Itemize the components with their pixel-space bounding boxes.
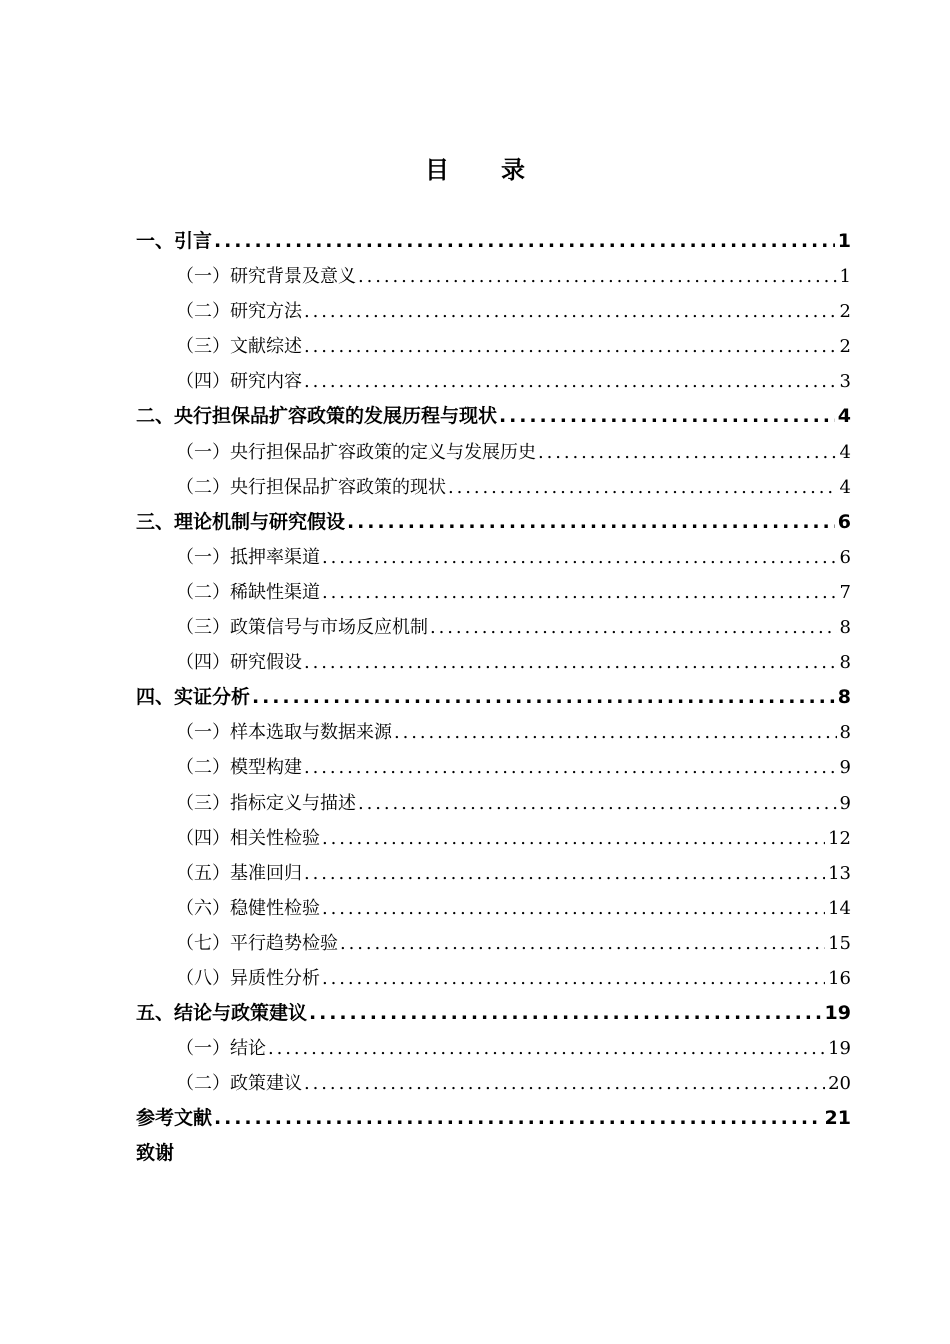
- toc-entry-label: （六）稳健性检验: [176, 897, 320, 919]
- toc-section-entry[interactable]: [136, 750, 851, 785]
- toc-dot-leader: [304, 645, 837, 680]
- toc-dot-leader: [322, 961, 825, 996]
- toc-chapter-entry[interactable]: [136, 1101, 851, 1136]
- toc-entry-label: 三、理论机制与研究假设: [136, 510, 346, 533]
- toc-dot-leader: [358, 259, 837, 294]
- toc-entry-label: （三）文献综述: [176, 336, 302, 358]
- toc-entry-label: （二）研究方法: [176, 301, 302, 323]
- toc-dot-leader: [304, 750, 837, 785]
- toc-section-entry[interactable]: [136, 329, 851, 364]
- toc-page-number: 20: [828, 1073, 851, 1095]
- toc-entry-label: （二）模型构建: [176, 757, 302, 779]
- toc-page-number: 14: [828, 897, 851, 919]
- toc-dot-leader: [394, 715, 837, 750]
- toc-dot-leader: [499, 399, 835, 434]
- toc-section-entry[interactable]: [136, 645, 851, 680]
- toc-page-number: 2: [839, 336, 851, 358]
- toc-page-number: 7: [839, 581, 851, 603]
- toc-entry-label: 一、引言: [136, 230, 213, 252]
- toc-section-entry[interactable]: [136, 926, 851, 961]
- toc-page-number: 19: [828, 1038, 851, 1060]
- toc-dot-leader: [214, 1101, 822, 1136]
- toc-page-number: 4: [839, 476, 851, 498]
- toc-entry-label: （五）基准回归: [176, 862, 302, 884]
- toc-dot-leader: [309, 996, 822, 1031]
- toc-page-number: 1: [839, 266, 851, 288]
- toc-section-entry[interactable]: [136, 470, 851, 505]
- toc-entry-label: （七）平行趋势检验: [176, 932, 338, 954]
- toc-dot-leader: [340, 926, 825, 961]
- table-of-contents: [136, 224, 851, 1172]
- toc-page-number: 15: [828, 932, 851, 954]
- toc-entry-label: （二）政策建议: [176, 1073, 302, 1095]
- toc-dot-leader: [358, 786, 837, 821]
- toc-chapter-entry[interactable]: [136, 1136, 851, 1171]
- toc-entry-label: （三）指标定义与描述: [176, 792, 356, 814]
- toc-entry-label: （一）结论: [176, 1038, 266, 1060]
- toc-section-entry[interactable]: [136, 575, 851, 610]
- toc-page-number: 8: [837, 686, 851, 709]
- toc-entry-label: （一）央行担保品扩容政策的定义与发展历史: [176, 441, 536, 463]
- title-char-2: 录: [501, 155, 525, 184]
- page-title: [0, 150, 950, 190]
- toc-page-number: 19: [824, 1002, 851, 1025]
- toc-section-entry[interactable]: [136, 891, 851, 926]
- toc-section-entry[interactable]: [136, 786, 851, 821]
- toc-page-number: 8: [839, 722, 851, 744]
- toc-entry-label: （一）研究背景及意义: [176, 266, 356, 288]
- toc-page-number: 6: [839, 546, 851, 568]
- toc-chapter-entry[interactable]: [136, 680, 851, 715]
- toc-entry-label: 参考文献: [136, 1107, 213, 1130]
- toc-entry-label: （四）研究假设: [176, 652, 302, 674]
- toc-dot-leader: [322, 821, 825, 856]
- toc-dot-leader: [252, 680, 835, 715]
- toc-page-number: 8: [839, 617, 851, 639]
- toc-dot-leader: [347, 505, 835, 540]
- toc-entry-label: 二、央行担保品扩容政策的发展历程与现状: [136, 405, 498, 428]
- toc-page-number: 21: [824, 1107, 851, 1130]
- toc-dot-leader: [430, 610, 837, 645]
- toc-page-number: 16: [828, 967, 851, 989]
- toc-entry-label: （八）异质性分析: [176, 967, 320, 989]
- toc-section-entry[interactable]: [136, 961, 851, 996]
- toc-section-entry[interactable]: [136, 294, 851, 329]
- toc-dot-leader: [322, 575, 837, 610]
- toc-entry-label: 四、实证分析: [136, 686, 251, 709]
- toc-page-number: 1: [837, 230, 851, 252]
- toc-entry-label: （三）政策信号与市场反应机制: [176, 617, 428, 639]
- toc-dot-leader: [268, 1031, 825, 1066]
- toc-dot-leader: [322, 891, 825, 926]
- toc-dot-leader: [304, 294, 837, 329]
- toc-section-entry[interactable]: [136, 259, 851, 294]
- title-char-1: 目: [425, 155, 449, 184]
- toc-page-number: 13: [828, 862, 851, 884]
- toc-entry-label: （二）央行担保品扩容政策的现状: [176, 476, 446, 498]
- toc-dot-leader: [304, 329, 837, 364]
- toc-page-number: 9: [839, 792, 851, 814]
- toc-page-number: 9: [839, 757, 851, 779]
- toc-chapter-entry[interactable]: [136, 224, 851, 259]
- toc-section-entry[interactable]: [136, 715, 851, 750]
- toc-entry-label: 五、结论与政策建议: [136, 1002, 308, 1025]
- toc-entry-label: （四）研究内容: [176, 371, 302, 393]
- toc-dot-leader: [538, 435, 837, 470]
- toc-section-entry[interactable]: [136, 610, 851, 645]
- toc-page-number: 6: [837, 510, 851, 533]
- toc-chapter-entry[interactable]: [136, 399, 851, 434]
- toc-page-number: 2: [839, 301, 851, 323]
- toc-section-entry[interactable]: [136, 364, 851, 399]
- toc-entry-label: （四）相关性检验: [176, 827, 320, 849]
- toc-page-number: 4: [837, 405, 851, 428]
- toc-dot-leader: [304, 1066, 825, 1101]
- toc-entry-label: （一）抵押率渠道: [176, 546, 320, 568]
- toc-dot-leader: [448, 470, 837, 505]
- toc-dot-leader: [304, 856, 825, 891]
- toc-page-number: 3: [839, 371, 851, 393]
- toc-section-entry[interactable]: [136, 1031, 851, 1066]
- toc-section-entry[interactable]: [136, 435, 851, 470]
- toc-chapter-entry[interactable]: [136, 996, 851, 1031]
- toc-dot-leader: [214, 224, 835, 259]
- toc-chapter-entry[interactable]: [136, 505, 851, 540]
- toc-section-entry[interactable]: [136, 1066, 851, 1101]
- toc-section-entry[interactable]: [136, 540, 851, 575]
- toc-entry-label: （二）稀缺性渠道: [176, 581, 320, 603]
- toc-section-entry[interactable]: [136, 821, 851, 856]
- toc-section-entry[interactable]: [136, 856, 851, 891]
- toc-dot-leader: [304, 364, 837, 399]
- toc-dot-leader: [322, 540, 837, 575]
- toc-entry-label: 致谢: [136, 1142, 175, 1165]
- toc-page-number: 12: [828, 827, 851, 849]
- toc-page-number: 4: [839, 441, 851, 463]
- toc-entry-label: （一）样本选取与数据来源: [176, 722, 392, 744]
- toc-page-number: 8: [839, 652, 851, 674]
